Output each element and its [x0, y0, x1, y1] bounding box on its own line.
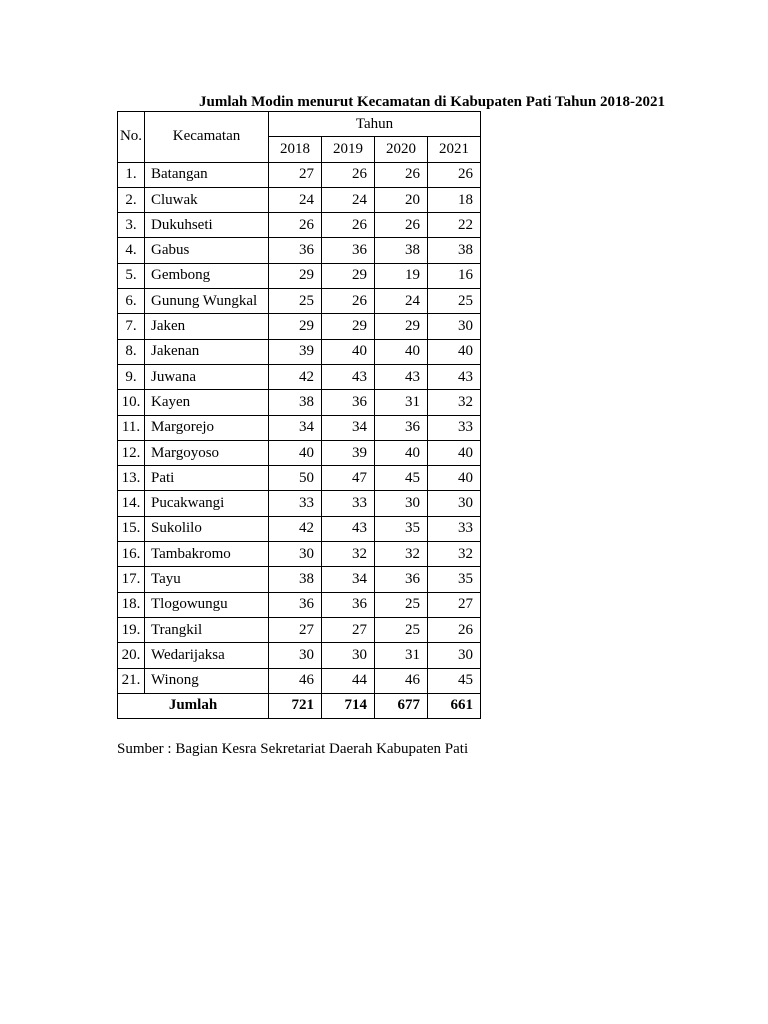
table-row	[118, 364, 481, 389]
year-value-2020: 25	[375, 592, 428, 617]
year-value-2021: 40	[428, 339, 481, 364]
year-value-2019: 39	[322, 440, 375, 465]
row-number: 16.	[118, 542, 145, 567]
year-value-2018: 42	[269, 364, 322, 389]
table-row	[118, 592, 481, 617]
row-number: 12.	[118, 440, 145, 465]
year-value-2019: 33	[322, 491, 375, 516]
kecamatan-name: Pati	[145, 466, 269, 491]
year-value-2020: 20	[375, 187, 428, 212]
year-value-2018: 25	[269, 289, 322, 314]
year-value-2020: 46	[375, 668, 428, 693]
row-number: 19.	[118, 617, 145, 642]
table-row	[118, 213, 481, 238]
header-year-2018: 2018	[269, 137, 322, 162]
header-year-2020: 2020	[375, 137, 428, 162]
year-value-2020: 40	[375, 440, 428, 465]
kecamatan-name: Juwana	[145, 364, 269, 389]
year-value-2020: 36	[375, 567, 428, 592]
kecamatan-name: Trangkil	[145, 617, 269, 642]
year-value-2018: 38	[269, 567, 322, 592]
year-value-2018: 33	[269, 491, 322, 516]
year-value-2020: 31	[375, 390, 428, 415]
row-number: 9.	[118, 364, 145, 389]
year-value-2021: 38	[428, 238, 481, 263]
year-value-2019: 24	[322, 187, 375, 212]
row-number: 3.	[118, 213, 145, 238]
table-row	[118, 314, 481, 339]
kecamatan-name: Sukolilo	[145, 516, 269, 541]
row-number: 14.	[118, 491, 145, 516]
table-row	[118, 617, 481, 642]
year-value-2020: 35	[375, 516, 428, 541]
row-number: 13.	[118, 466, 145, 491]
year-value-2021: 32	[428, 390, 481, 415]
kecamatan-name: Gabus	[145, 238, 269, 263]
year-value-2018: 29	[269, 314, 322, 339]
kecamatan-name: Margoyoso	[145, 440, 269, 465]
year-value-2021: 26	[428, 162, 481, 187]
year-value-2018: 50	[269, 466, 322, 491]
year-value-2019: 29	[322, 263, 375, 288]
header-tahun: Tahun	[269, 112, 481, 137]
table-row	[118, 263, 481, 288]
year-value-2018: 38	[269, 390, 322, 415]
year-value-2021: 27	[428, 592, 481, 617]
year-value-2021: 32	[428, 542, 481, 567]
total-2020: 677	[375, 693, 428, 718]
year-value-2021: 26	[428, 617, 481, 642]
table-row	[118, 390, 481, 415]
table-row	[118, 162, 481, 187]
year-value-2020: 36	[375, 415, 428, 440]
year-value-2018: 30	[269, 542, 322, 567]
year-value-2019: 30	[322, 643, 375, 668]
year-value-2020: 38	[375, 238, 428, 263]
kecamatan-name: Tlogowungu	[145, 592, 269, 617]
total-2019: 714	[322, 693, 375, 718]
year-value-2021: 40	[428, 466, 481, 491]
year-value-2018: 46	[269, 668, 322, 693]
year-value-2019: 43	[322, 364, 375, 389]
year-value-2021: 35	[428, 567, 481, 592]
year-value-2019: 36	[322, 592, 375, 617]
kecamatan-name: Jakenan	[145, 339, 269, 364]
year-value-2019: 26	[322, 213, 375, 238]
row-number: 1.	[118, 162, 145, 187]
year-value-2020: 19	[375, 263, 428, 288]
row-number: 8.	[118, 339, 145, 364]
year-value-2019: 34	[322, 415, 375, 440]
kecamatan-name: Margorejo	[145, 415, 269, 440]
year-value-2018: 40	[269, 440, 322, 465]
row-number: 17.	[118, 567, 145, 592]
kecamatan-name: Jaken	[145, 314, 269, 339]
table-row	[118, 643, 481, 668]
row-number: 11.	[118, 415, 145, 440]
row-number: 4.	[118, 238, 145, 263]
row-number: 20.	[118, 643, 145, 668]
year-value-2018: 36	[269, 592, 322, 617]
year-value-2019: 44	[322, 668, 375, 693]
header-year-2021: 2021	[428, 137, 481, 162]
table-row	[118, 415, 481, 440]
year-value-2020: 24	[375, 289, 428, 314]
total-2018: 721	[269, 693, 322, 718]
header-row-top	[118, 112, 481, 137]
source-note: Sumber : Bagian Kesra Sekretariat Daerah Kabupaten Pati	[117, 741, 469, 757]
year-value-2021: 30	[428, 491, 481, 516]
table-body	[118, 162, 481, 693]
year-value-2018: 36	[269, 238, 322, 263]
total-2021: 661	[428, 693, 481, 718]
kecamatan-name: Pucakwangi	[145, 491, 269, 516]
year-value-2020: 45	[375, 466, 428, 491]
year-value-2018: 27	[269, 162, 322, 187]
table-row	[118, 339, 481, 364]
kecamatan-name: Cluwak	[145, 187, 269, 212]
year-value-2021: 30	[428, 314, 481, 339]
year-value-2020: 26	[375, 162, 428, 187]
year-value-2018: 34	[269, 415, 322, 440]
year-value-2019: 47	[322, 466, 375, 491]
year-value-2021: 25	[428, 289, 481, 314]
year-value-2021: 40	[428, 440, 481, 465]
year-value-2020: 30	[375, 491, 428, 516]
row-number: 18.	[118, 592, 145, 617]
table-row	[118, 187, 481, 212]
table-row	[118, 491, 481, 516]
year-value-2018: 30	[269, 643, 322, 668]
year-value-2019: 43	[322, 516, 375, 541]
table-row	[118, 668, 481, 693]
row-number: 7.	[118, 314, 145, 339]
year-value-2020: 29	[375, 314, 428, 339]
year-value-2019: 34	[322, 567, 375, 592]
kecamatan-name: Tayu	[145, 567, 269, 592]
kecamatan-name: Tambakromo	[145, 542, 269, 567]
header-no: No.	[118, 112, 145, 163]
year-value-2018: 27	[269, 617, 322, 642]
kecamatan-name: Batangan	[145, 162, 269, 187]
table-row	[118, 466, 481, 491]
table-row	[118, 567, 481, 592]
kecamatan-name: Kayen	[145, 390, 269, 415]
year-value-2021: 18	[428, 187, 481, 212]
year-value-2019: 36	[322, 390, 375, 415]
kecamatan-name: Gunung Wungkal	[145, 289, 269, 314]
kecamatan-name: Wedarijaksa	[145, 643, 269, 668]
header-year-2019: 2019	[322, 137, 375, 162]
year-value-2018: 42	[269, 516, 322, 541]
table-row	[118, 516, 481, 541]
row-number: 6.	[118, 289, 145, 314]
kecamatan-name: Gembong	[145, 263, 269, 288]
year-value-2019: 36	[322, 238, 375, 263]
row-number: 15.	[118, 516, 145, 541]
year-value-2018: 29	[269, 263, 322, 288]
year-value-2018: 24	[269, 187, 322, 212]
year-value-2021: 33	[428, 516, 481, 541]
year-value-2018: 39	[269, 339, 322, 364]
table-row	[118, 440, 481, 465]
year-value-2019: 32	[322, 542, 375, 567]
year-value-2019: 40	[322, 339, 375, 364]
total-label: Jumlah	[118, 693, 269, 718]
year-value-2020: 43	[375, 364, 428, 389]
kecamatan-name: Winong	[145, 668, 269, 693]
year-value-2018: 26	[269, 213, 322, 238]
year-value-2021: 16	[428, 263, 481, 288]
year-value-2021: 45	[428, 668, 481, 693]
year-value-2019: 26	[322, 289, 375, 314]
year-value-2021: 22	[428, 213, 481, 238]
total-row	[118, 693, 481, 718]
row-number: 2.	[118, 187, 145, 212]
year-value-2020: 31	[375, 643, 428, 668]
year-value-2020: 25	[375, 617, 428, 642]
table-row	[118, 238, 481, 263]
header-kecamatan: Kecamatan	[145, 112, 269, 163]
year-value-2021: 33	[428, 415, 481, 440]
year-value-2021: 43	[428, 364, 481, 389]
kecamatan-name: Dukuhseti	[145, 213, 269, 238]
modin-table	[117, 111, 481, 719]
year-value-2021: 30	[428, 643, 481, 668]
year-value-2020: 40	[375, 339, 428, 364]
year-value-2019: 26	[322, 162, 375, 187]
row-number: 21.	[118, 668, 145, 693]
year-value-2020: 32	[375, 542, 428, 567]
year-value-2019: 29	[322, 314, 375, 339]
row-number: 5.	[118, 263, 145, 288]
table-row	[118, 289, 481, 314]
year-value-2020: 26	[375, 213, 428, 238]
row-number: 10.	[118, 390, 145, 415]
year-value-2019: 27	[322, 617, 375, 642]
table-title: Jumlah Modin menurut Kecamatan di Kabupaten Pati Tahun 2018-2021	[199, 94, 665, 110]
table-row	[118, 542, 481, 567]
